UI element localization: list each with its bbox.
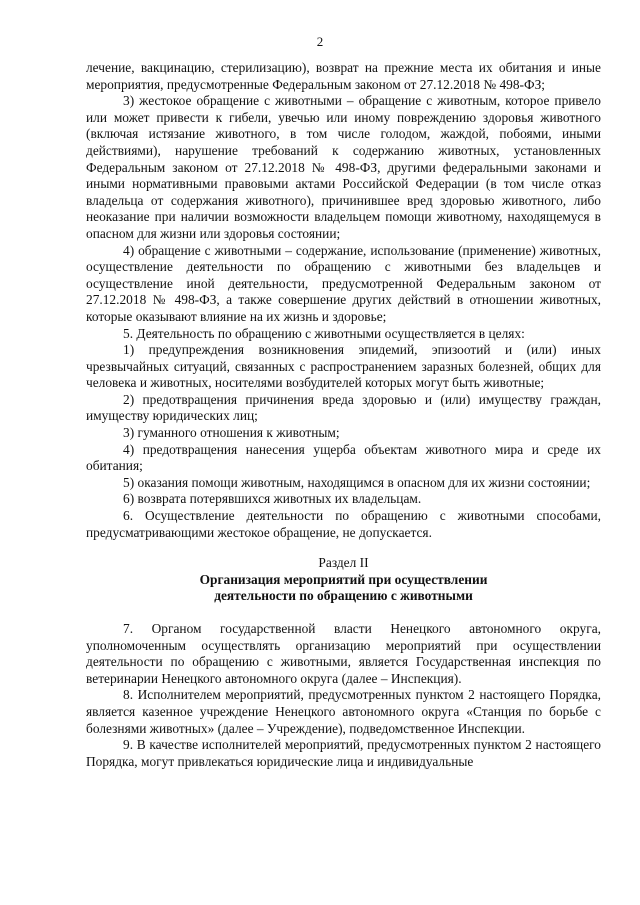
paragraph-item-8: 8. Исполнителем мероприятий, предусмотренных пунктом 2 настоящего Порядка, является казенное учреждение Ненецкого автономного округа «Станция по борьбе с болезнями животных» (далее – Учреждение), подведомственное Инспекции.	[86, 687, 601, 736]
section-title-line-2: деятельности по обращению с животными	[214, 588, 473, 604]
section-title-line-1: Организация мероприятий при осуществлении	[199, 571, 488, 587]
paragraph-goal-5: 5) оказания помощи животным, находящимся в опасном для их жизни состоянии;	[123, 474, 591, 490]
paragraph-treatment-definition: 4) обращение с животными – содержание, использование (применение) животных, осуществление деятельности по обращению с животными без владельцев и осуществление иной деятельности, предусмотренной Федеральным законом от 27.12.2018 № 498-ФЗ, а также совершение других действий в отношении животных, которые оказывают влияние на их жизнь и здоровье;	[86, 242, 601, 324]
paragraph-item-7: 7. Органом государственной власти Ненецкого автономного округа, уполномоченным осуществлять организацию мероприятий при осуществлении деятельности по обращению с животными, является Государственная инспекция по ветеринарии Ненецкого автономного округа (далее – Инспекция).	[86, 621, 601, 686]
page-number: 2	[316, 34, 324, 49]
section-heading	[86, 555, 601, 605]
paragraph-continuation: лечение, вакцинацию, стерилизацию), возврат на прежние места их обитания и иные мероприятия, предусмотренные Федеральным законом от 27.12.2018 № 498-ФЗ;	[86, 60, 601, 92]
paragraph-item-9: 9. В качестве исполнителей мероприятий, предусмотренных пунктом 2 настоящего Порядка, могут привлекаться юридические лица и индивидуальные	[86, 737, 601, 769]
document-body	[86, 60, 601, 770]
paragraph-goal-6: 6) возврата потерявшихся животных их владельцам.	[123, 491, 422, 507]
paragraph-goal-4: 4) предотвращения нанесения ущерба объектам животного мира и среде их обитания;	[86, 441, 601, 474]
section-number: Раздел II	[318, 555, 369, 571]
paragraph-goal-2: 2) предотвращения причинения вреда здоровью и (или) имуществу граждан, имуществу юридических лиц;	[86, 391, 601, 424]
paragraph-item-6: 6. Осуществление деятельности по обращению с животными способами, предусматривающими жестокое обращение, не допускается.	[86, 508, 601, 540]
paragraph-cruel-treatment-definition: 3) жестокое обращение с животными – обращение с животным, которое привело или может привести к гибели, увечью или иному повреждению здоровья животного (включая истязание животного, в том числе голодом, жаждой, побоями, иными действиями), нарушение требований к содержанию животных, установленных Федеральным законом от 27.12.2018 № 498-ФЗ, другими федеральными законами и иными нормативными правовыми актами Российской Федерации (в том числе отказ владельца от содержания животного), причинившее вред здоровью животного, либо неоказание при наличии возможности владельцем помощи животному, находящемуся в опасном для жизни или здоровья состоянии;	[86, 93, 601, 241]
paragraph-goal-1: 1) предупреждения возникновения эпидемий, эпизоотий и (или) иных чрезвычайных ситуаций, связанных с распространением заразных болезней, общих для человека и животных, носителями возбудителей которых могут быть животные;	[86, 342, 601, 391]
paragraph-item-5: 5. Деятельность по обращению с животными осуществляется в целях:	[123, 325, 525, 341]
paragraph-goal-3: 3) гуманного отношения к животным;	[123, 425, 340, 441]
